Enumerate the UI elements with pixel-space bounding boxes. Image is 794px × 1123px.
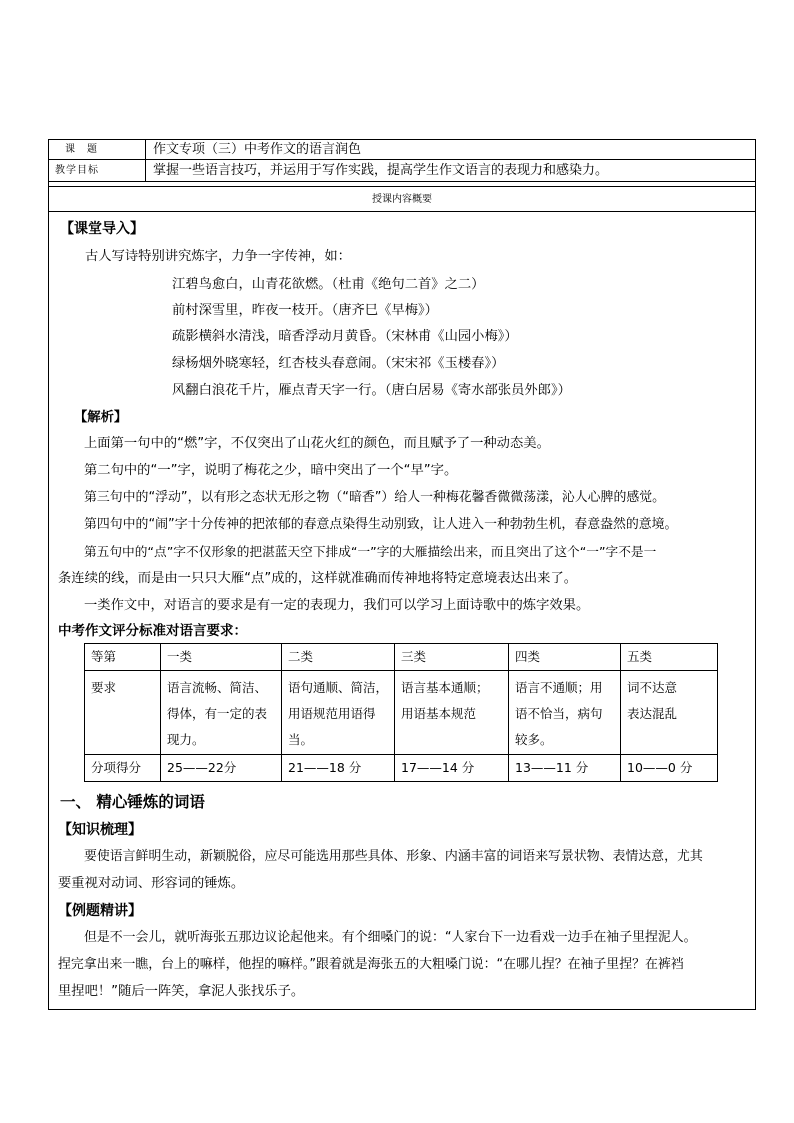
table-row: [85, 755, 718, 782]
table-cell: 一类: [161, 644, 282, 671]
table-cell: [621, 671, 718, 755]
table-row: [85, 644, 718, 671]
cell-line: 较多。: [515, 732, 553, 747]
cell-line: 得体，有一定的表: [167, 706, 268, 721]
knowledge-line: 要使语言鲜明生动，新颖脱俗，应尽可能选用那些具体、形象、内涵丰富的词语来写景状物、表情达意，尤其: [84, 849, 703, 864]
table-cell: 四类: [509, 644, 621, 671]
example-line: 但是不一会儿，就听海张五那边议论起他来。有个细嗓门的说：“人家台下一边看戏一边手在袖子里捏泥人。: [84, 930, 697, 945]
table-cell: 25——22分: [161, 755, 282, 782]
goal-row: [49, 160, 755, 182]
table-cell: 21——18 分: [282, 755, 395, 782]
cell-line: 用语基本规范: [401, 706, 477, 721]
intro-lead: 古人写诗特别讲究炼字，力争一字传神，如：: [85, 249, 351, 264]
scoring-table: [84, 643, 718, 782]
poem-line: 江碧鸟愈白，山青花欲燃。（杜甫《绝句二首》之二）: [172, 277, 485, 292]
analysis-line: 第五句中的“点”字不仅形象的把湛蓝天空下排成“一”字的大雁描绘出来，而且突出了这个“一”字不是一: [84, 544, 657, 559]
cell-line: 用语规范用语得: [288, 706, 376, 721]
cell-line: 现力。: [167, 732, 205, 747]
table-cell: 10——0 分: [621, 755, 718, 782]
poem-line: 绿杨烟外晓寒轻，红杏枝头春意闹。（宋宋祁《玉楼春》）: [172, 356, 505, 371]
knowledge-line: 要重视对动词、形容词的锤炼。: [58, 876, 245, 891]
topic-row: [49, 140, 755, 160]
goal-value: 掌握一些语言技巧，并运用于写作实践，提高学生作文语言的表现力和感染力。: [153, 163, 609, 178]
table-cell: 17——14 分: [395, 755, 509, 782]
table-cell: 五类: [621, 644, 718, 671]
topic-label: 课 题: [49, 140, 146, 159]
table-cell: [161, 671, 282, 755]
example-line: 里捏吧！”随后一阵笑，拿泥人张找乐子。: [58, 984, 305, 999]
cell-line: 语言不通顺；用: [515, 680, 603, 695]
analysis-line: 第三句中的“浮动”，以有形之态状无形之物（“暗香”）给人一种梅花馨香微微荡漾，沁人心脾的感觉。: [84, 490, 666, 505]
topic-value: 作文专项（三）中考作文的语言润色: [153, 142, 362, 157]
analysis-line: 条连续的线，而是由一只只大雁“点”成的，这样就准确而传神地将特定意境表达出来了。: [58, 571, 578, 586]
analysis-line: 上面第一句中的“燃”字，不仅突出了山花火红的颜色，而且赋予了一种动态美。: [84, 436, 550, 451]
poem-line: 疏影横斜水清浅，暗香浮动月黄昏。（宋林甫《山园小梅》）: [172, 329, 518, 344]
example-line: 捏完拿出来一瞧，台上的嘛样，他捏的嘛样。”跟着就是海张五的大粗嗓门说：“在哪儿捏？在袖子里捏？在裤裆: [58, 957, 684, 972]
knowledge-heading: 【知识梳理】: [58, 822, 142, 838]
goal-label: 教学目标: [49, 160, 146, 181]
table-cell: 要求: [85, 671, 161, 755]
table-row: [85, 671, 718, 755]
table-cell: 三类: [395, 644, 509, 671]
table-cell: [395, 671, 509, 755]
poem-line: 前村深雪里，昨夜一枝开。（唐齐巳《早梅》）: [172, 303, 438, 318]
analysis-line: 一类作文中，对语言的要求是有一定的表现力，我们可以学习上面诗歌中的炼字效果。: [84, 598, 590, 613]
table-cell: 13——11 分: [509, 755, 621, 782]
cell-line: 词不达意: [627, 680, 678, 695]
cell-line: 语不恰当，病句: [515, 706, 603, 721]
header-table: [48, 139, 756, 212]
table-cell: [509, 671, 621, 755]
analysis-line: 第四句中的“闹”字十分传神的把浓郁的春意点染得生动别致，让人进入一种勃勃生机，春意盎然的意境。: [84, 517, 678, 532]
analysis-heading: 【解析】: [74, 410, 128, 425]
example-heading: 【例题精讲】: [58, 903, 142, 919]
table-cell: [282, 671, 395, 755]
cell-line: 当。: [288, 732, 314, 747]
cell-line: 语句通顺、简洁，: [288, 680, 389, 695]
poem-line: 风翻白浪花千片，雁点青天字一行。（唐白居易《寄水部张员外郎》）: [172, 383, 571, 398]
cell-line: 语言流畅、简洁、: [167, 680, 268, 695]
cell-line: 表达混乱: [627, 706, 678, 721]
intro-heading: 【课堂导入】: [60, 221, 144, 237]
table-cell: 等第: [85, 644, 161, 671]
analysis-line: 第二句中的“一”字，说明了梅花之少，暗中突出了一个“早”字。: [84, 463, 458, 478]
table-cell: 二类: [282, 644, 395, 671]
summary-label: 授课内容概要: [49, 186, 755, 213]
standard-heading: 中考作文评分标准对语言要求：: [58, 623, 247, 639]
section1-heading: 一、 精心锤炼的词语: [60, 793, 205, 811]
table-cell: 分项得分: [85, 755, 161, 782]
cell-line: 语言基本通顺；: [401, 680, 489, 695]
